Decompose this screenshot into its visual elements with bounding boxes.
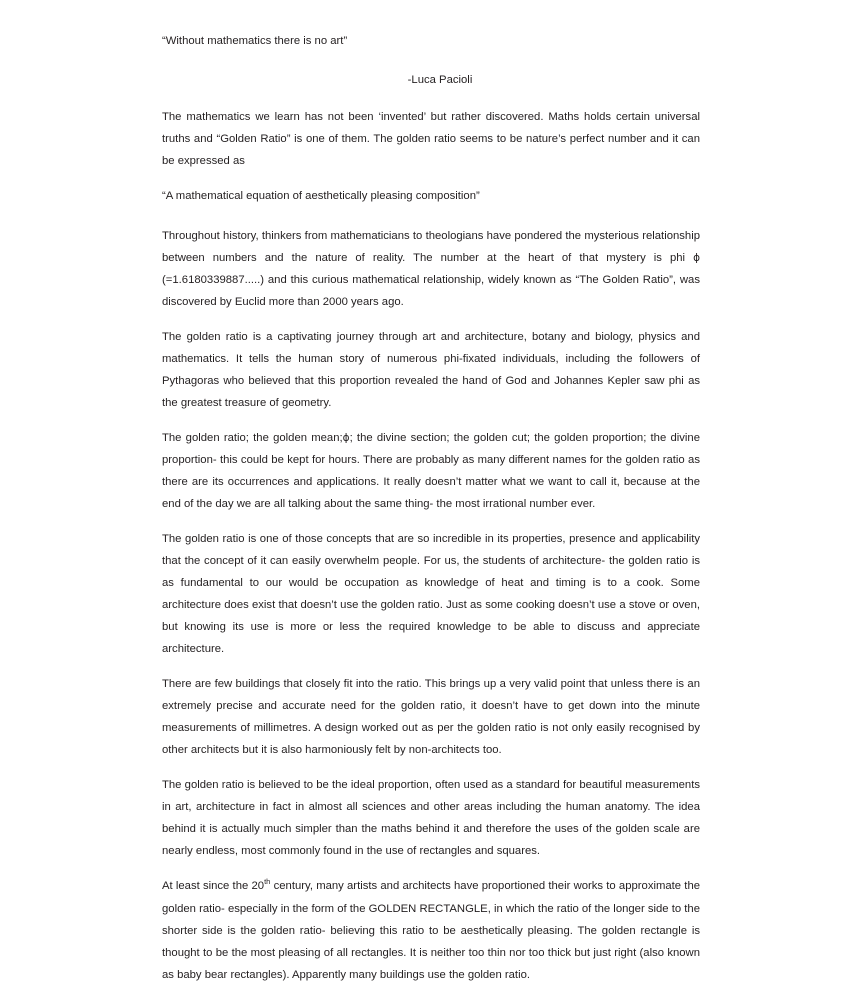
paragraph-names bbox=[162, 427, 700, 515]
ordinal-superscript: th bbox=[264, 877, 271, 887]
paragraph-ideal-proportion: The golden ratio is believed to be the ideal proportion, often used as a standard for beautiful measurements in art, architecture in fact in almost all sciences and other areas including the human anatomy. The idea behind it is actually much simpler than the maths behind it and therefore the uses of the golden scale are nearly endless, most commonly found in the use of rectangles and squares. bbox=[162, 779, 700, 858]
phi-symbol-icon-2: ϕ bbox=[342, 432, 350, 445]
paragraph-golden-rectangle-part1: At least since the 20 bbox=[162, 880, 265, 893]
paragraph-names-part2: ; the divine section; the golden cut; the golden proportion; the divine proportion- this could be kept for hours. There are probably as many different names for the golden ratio as there are its occurrences and applications. It really doesn’t matter what we want to call it, because at the end of the day we are all talking about the same thing- the most irrational number ever. bbox=[162, 432, 700, 511]
quote-attribution: -Luca Pacioli bbox=[407, 74, 473, 87]
paragraph-concepts: The golden ratio is one of those concepts that are so incredible in its properties, presence and applicability that the concept of it can easily overwhelm people. For us, the students of architecture- the golden ratio is as fundamental to our would be occupation as knowledge of heat and timing is to a cook. Some architecture does exist that doesn’t use the golden ratio. Just as some cooking doesn’t use a stove or oven, but knowing its use is more or less the required knowledge to be able to discuss and appreciate architecture. bbox=[162, 533, 700, 656]
paragraph-history-part2: (=1.6180339887.....) and this curious mathematical relationship, widely known as “The Golden Ratio”, was discovered by Euclid more than 2000 years ago. bbox=[162, 274, 700, 309]
paragraph-golden-rectangle-part2: century, many artists and architects have proportioned their works to approximate the golden ratio- especially in the form of the GOLDEN RECTANGLE, in which the ratio of the longer side to the shorter side is the golden ratio- believing this ratio to be aesthetically pleasing. The golden rectangle is thought to be the most pleasing of all rectangles. It is neither too thin nor too thick but just right (also known as baby bear rectangles). Apparently many buildings use the golden ratio. bbox=[162, 880, 701, 981]
phi-symbol-icon: ϕ bbox=[693, 252, 700, 265]
inline-quote: “A mathematical equation of aesthetically pleasing composition” bbox=[162, 190, 480, 203]
paragraph-buildings: There are few buildings that closely fit into the ratio. This brings up a very valid point that unless there is an extremely precise and accurate need for the golden ratio, it doesn’t have to get down into the minute measurements of millimetres. A design worked out as per the golden ratio is not only easily recognised by other architects but it is also harmoniously felt by non-architects too. bbox=[162, 678, 700, 757]
paragraph-history bbox=[162, 225, 700, 313]
paragraph-names-part1: The golden ratio; the golden mean; bbox=[162, 432, 343, 445]
paragraph-history-part1: Throughout history, thinkers from mathematicians to theologians have pondered the mysterious relationship between numbers and the nature of reality. The number at the heart of that mystery is phi bbox=[162, 230, 700, 265]
paragraph-intro: The mathematics we learn has not been ‘invented’ but rather discovered. Maths holds certain universal truths and “Golden Ratio” is one of them. The golden ratio seems to be nature’s perfect number and it can be expressed as bbox=[162, 111, 700, 168]
opening-quote: “Without mathematics there is no art” bbox=[162, 35, 348, 47]
paragraph-golden-rectangle bbox=[162, 875, 700, 985]
paragraph-journey: The golden ratio is a captivating journey through art and architecture, botany and biology, physics and mathematics. It tells the human story of numerous phi-fixated individuals, including the followers of Pythagoras who believed that this proportion revealed the hand of God and Johannes Kepler saw phi as the greatest treasure of geometry. bbox=[162, 331, 700, 410]
